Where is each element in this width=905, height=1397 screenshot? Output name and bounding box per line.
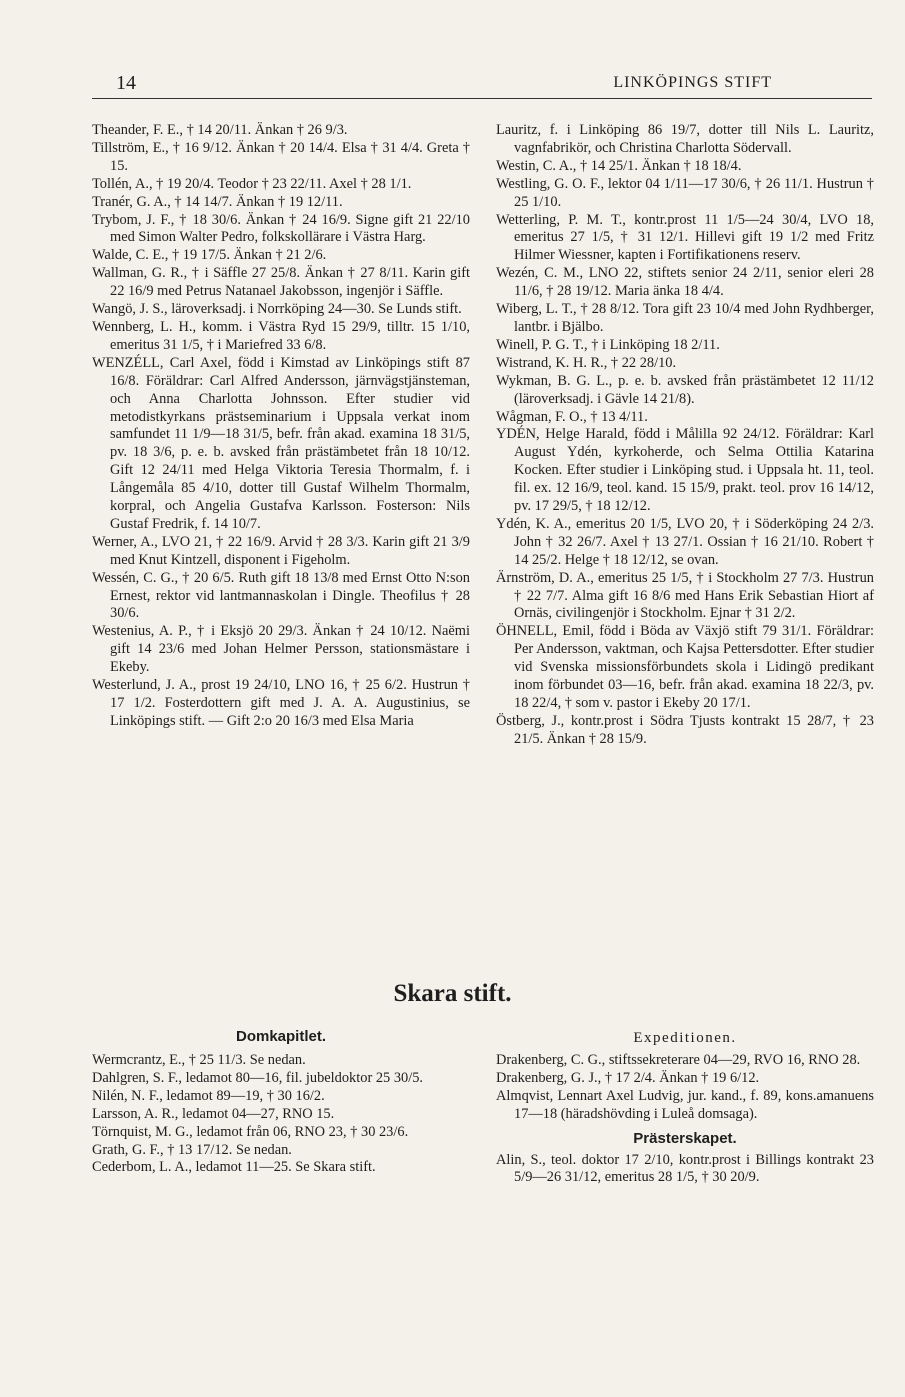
entry: Cederbom, L. A., ledamot 11—25. Se Skara stift. — [92, 1159, 376, 1176]
entry: ÖHNELL, Emil, född i Böda av Växjö stift 79 31/1. Föräldrar: Per Andersson, vaktman, och Kajsa Pettersdotter. Efter studier vid Svenska missionsförbundets skola i Lidingö predikant inom förbundet 03—16, befr. från akad. examina 18 22/3, pv. 18 22/4, † som v. pastor i Ekeby 20 17/1. — [496, 623, 874, 711]
entry: Alin, S., teol. doktor 17 2/10, kontr.prost i Billings kontrakt 23 5/9—26 31/12, emeritus 28 1/5, † 30 20/9. — [496, 1151, 874, 1186]
page-number: 14 — [116, 72, 136, 94]
domkapitlet-list — [92, 1052, 470, 1177]
entry: Larsson, A. R., ledamot 04—27, RNO 15. — [92, 1105, 335, 1122]
entry: Westling, G. O. F., lektor 04 1/11—17 30/6, † 26 11/1. Hustrun † 25 1/10. — [496, 175, 874, 210]
entry: Wangö, J. S., läroverksadj. i Norrköping 24—30. Se Lunds stift. — [92, 301, 462, 318]
left-column-top — [92, 122, 470, 731]
entry: Westin, C. A., † 14 25/1. Änkan † 18 18/4. — [496, 157, 742, 174]
entry: Winell, P. G. T., † i Linköping 18 2/11. — [496, 336, 720, 353]
entry: Drakenberg, C. G., stiftssekreterare 04—29, RVO 16, RNO 28. — [496, 1052, 861, 1068]
entry: Wetterling, P. M. T., kontr.prost 11 1/5—24 30/4, LVO 18, emeritus 27 1/5, † 31 12/1. Hillevi gift 19 1/2 med Fritz Hilmer Wiessner, kapten i Fortifikationens reserv. — [496, 211, 874, 264]
entry: WENZÉLL, Carl Axel, född i Kimstad av Linköpings stift 87 16/8. Föräldrar: Carl Alfred Andersson, järnvägstjänsteman, och Anna Charlotta Johnsson. Efter studier vid metodistkyrkans prästseminarium i Uppsala verkat inom samfundet 11 1/9—18 31/5, befr. från akad. examina 18 31/5, pv. 18 3/6, p. e. b. avsked från prästämbetet från 18 10/12. Gift 12 24/11 med Helga Viktoria Teresia Thormalm, f. i Långemåla 85 4/10, dotter till Gustaf Wilhelm Thormalm, korpral, och Angelia Gustafva Karlsson. Fosterson: Nils Gustaf Fredrik, f. 14 10/7. — [92, 354, 470, 532]
entry: Wistrand, K. H. R., † 22 28/10. — [496, 354, 677, 371]
entry: Tranér, G. A., † 14 14/7. Änkan † 19 12/11. — [92, 193, 343, 210]
entry: Wykman, B. G. L., p. e. b. avsked från prästämbetet 12 11/12 (läroverksadj. i Gävle 14 21/8). — [496, 372, 874, 407]
entry: Westerlund, J. A., prost 19 24/10, LNO 16, † 25 6/2. Hustrun † 17 1/2. Fosterdottern gift med J. A. A. Augustinius, se Linköpings stift. — Gift 2:o 20 16/3 med Elsa Maria — [92, 677, 470, 729]
entry: Wennberg, L. H., komm. i Västra Ryd 15 29/9, tilltr. 15 1/10, emeritus 31 1/5, † i Mariefred 33 6/8. — [92, 318, 470, 353]
expeditionen-heading: Expeditionen. — [633, 1030, 737, 1046]
entry: Trybom, J. F., † 18 30/6. Änkan † 24 16/9. Signe gift 21 22/10 med Simon Walter Pedro, folkskollärare i Västra Harg. — [92, 211, 470, 246]
entry: Tollén, A., † 19 20/4. Teodor † 23 22/11. Axel † 28 1/1. — [92, 175, 412, 192]
entry: Wallman, G. R., † i Säffle 27 25/8. Änkan † 27 8/11. Karin gift 22 16/9 med Petrus Natanael Jakobsson, ingenjör i Säffle. — [92, 265, 470, 300]
entry: Wågman, F. O., † 13 4/11. — [496, 408, 648, 425]
domkapitlet-heading: Domkapitlet. — [235, 1028, 326, 1045]
entry: Nilén, N. F., ledamot 89—19, † 30 16/2. — [92, 1087, 325, 1104]
entry: Wiberg, L. T., † 28 8/12. Tora gift 23 10/4 med John Rydhberger, lantbr. i Bjälbo. — [496, 301, 874, 335]
entry: Wermcrantz, E., † 25 11/3. Se nedan. — [92, 1052, 306, 1068]
entry: Almqvist, Lennart Axel Ludvig, jur. kand., f. 89, kons.amanuens 17—18 (häradshövding i Luleå domsaga). — [496, 1087, 874, 1122]
entry: Werner, A., LVO 21, † 22 16/9. Arvid † 28 3/3. Karin gift 21 3/9 med Knut Kintzell, disponent i Figeholm. — [92, 533, 470, 568]
entry: Theander, F. E., † 14 20/11. Änkan † 26 9/3. — [92, 122, 348, 138]
page-header — [92, 70, 872, 99]
entry: Lauritz, f. i Linköping 86 19/7, dotter till Nils L. Lauritz, vagnfabrikör, och Christina Charlotta Södervall. — [496, 122, 874, 156]
expeditionen-list — [496, 1052, 874, 1187]
entry: YDÉN, Helge Harald, född i Målilla 92 24/12. Föräldrar: Karl August Ydén, kyrkoherde, och Selma Ottilia Katarina Kocken. Efter studier i Linköping stud. i Uppsala ht. 11, teol. fil. ex. 12 16/9, teol. kand. 15 15/9, prakt. teol. prov 16 14/12, pv. 17 29/5, † 18 12/12. — [496, 426, 874, 515]
entry: Törnquist, M. G., ledamot från 06, RNO 23, † 30 23/6. — [92, 1123, 409, 1140]
entry: Drakenberg, G. J., † 17 2/4. Änkan † 19 6/12. — [496, 1069, 760, 1086]
entry: Walde, C. E., † 19 17/5. Änkan † 21 2/6. — [92, 247, 327, 264]
entry: Östberg, J., kontr.prost i Södra Tjusts kontrakt 15 28/7, † 23 21/5. Änkan † 28 15/9. — [496, 712, 874, 747]
entry: Wessén, C. G., † 20 6/5. Ruth gift 18 13/8 med Ernst Otto N:son Ernest, rektor vid lantmannaskolan i Dingle. Theofilus † 28 30/6. — [92, 569, 470, 622]
section-title: Skara stift. — [393, 980, 512, 1007]
entry: Ärnström, D. A., emeritus 25 1/5, † i Stockholm 27 7/3. Hustrun † 22 7/7. Alma gift 16 8/6 med Hans Erik Sebastian Hiort af Ornäs, civilingenjör i Stockholm. Ejnar † 31 2/2. — [496, 569, 874, 622]
entry: Grath, G. F., † 13 17/12. Se nedan. — [92, 1141, 292, 1158]
entry: Wezén, C. M., LNO 22, stiftets senior 24 2/11, senior eleri 28 11/6, † 28 19/12. Maria änka 18 4/4. — [496, 265, 874, 300]
running-head: LINKÖPINGS STIFT — [613, 74, 772, 91]
prasterskapet-heading: Prästerskapet. — [633, 1129, 737, 1147]
entry: Tillström, E., † 16 9/12. Änkan † 20 14/4. Elsa † 31 4/4. Greta † 15. — [92, 139, 470, 174]
entry: Westenius, A. P., † i Eksjö 20 29/3. Änkan † 24 10/12. Naëmi gift 14 23/6 med Johan Helmer Persson, stationsmästare i Ekeby. — [92, 623, 470, 676]
entry: Dahlgren, S. F., ledamot 80—16, fil. jubeldoktor 25 30/5. — [92, 1069, 423, 1086]
right-column-top — [496, 122, 874, 749]
entry: Ydén, K. A., emeritus 20 1/5, LVO 20, † i Söderköping 24 2/3. John † 32 26/7. Axel † 13 27/1. Ossian † 16 21/10. Robert † 14 25/2. Helge † 18 12/12, se ovan. — [496, 515, 874, 568]
